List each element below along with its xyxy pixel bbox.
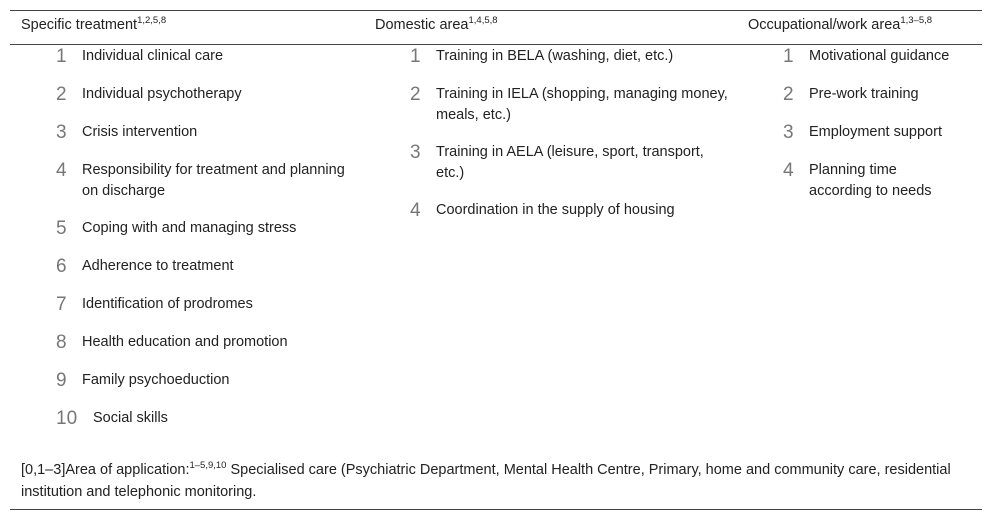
list-item xyxy=(56,160,346,202)
item-text: Training in AELA (leisure, sport, transport, etc.) xyxy=(436,144,704,181)
item-text: Crisis intervention xyxy=(82,124,198,140)
list-item xyxy=(410,200,730,222)
list-item xyxy=(783,46,963,68)
list-item xyxy=(56,370,346,392)
column-header-specific-treatment xyxy=(21,15,166,37)
item-number: 7 xyxy=(56,294,67,315)
list-item xyxy=(56,294,346,316)
item-number: 1 xyxy=(783,46,794,67)
header-refs: 1,4,5,8 xyxy=(468,15,498,26)
item-number: 3 xyxy=(56,122,67,143)
header-rule xyxy=(10,44,982,45)
item-number: 5 xyxy=(56,218,67,239)
item-number: 9 xyxy=(56,370,67,391)
item-text: Motivational guidance xyxy=(809,48,950,64)
item-number: 8 xyxy=(56,332,67,353)
item-text: Individual clinical care xyxy=(82,48,224,64)
item-number: 2 xyxy=(410,84,421,105)
column-header-domestic-area xyxy=(375,15,498,37)
item-text: Family psychoeduction xyxy=(82,372,230,388)
header-label: Domestic area xyxy=(375,17,469,33)
item-number: 1 xyxy=(410,46,421,67)
table-footnote xyxy=(21,460,961,503)
item-text: Planning time according to needs xyxy=(809,162,932,199)
item-number: 3 xyxy=(783,122,794,143)
item-number: 6 xyxy=(56,256,67,277)
item-number: 4 xyxy=(783,160,794,181)
item-number: 2 xyxy=(56,84,67,105)
item-number: 2 xyxy=(783,84,794,105)
item-text: Coping with and managing stress xyxy=(82,220,297,236)
item-number: 4 xyxy=(56,160,67,181)
list-item xyxy=(56,218,346,240)
item-text: Social skills xyxy=(93,410,168,426)
list-item xyxy=(56,332,346,354)
header-label: Specific treatment xyxy=(21,17,138,33)
item-number: 1 xyxy=(56,46,67,67)
item-text: Training in BELA (washing, diet, etc.) xyxy=(436,48,674,64)
domestic-area-list xyxy=(410,46,730,238)
list-item xyxy=(410,84,730,126)
item-text: Responsibility for treatment and planning on discharge xyxy=(82,162,345,199)
item-text: Identification of prodromes xyxy=(82,296,253,312)
item-text: Health education and promotion xyxy=(82,334,288,350)
item-text: Individual psychotherapy xyxy=(82,86,242,102)
item-text: Coordination in the supply of housing xyxy=(436,202,675,218)
list-item xyxy=(56,256,346,278)
item-number: 10 xyxy=(56,408,78,429)
list-item xyxy=(783,84,963,106)
item-number: 4 xyxy=(410,200,421,221)
list-item xyxy=(56,46,346,68)
list-item xyxy=(783,122,963,144)
list-item xyxy=(56,84,346,106)
footnote-refs: 1–5,9,10 xyxy=(189,460,227,471)
item-text: Training in IELA (shopping, managing money, meals, etc.) xyxy=(436,86,728,123)
list-item xyxy=(410,46,730,68)
table-top-rule xyxy=(10,10,982,11)
list-item xyxy=(783,160,963,202)
item-text: Adherence to treatment xyxy=(82,258,234,274)
footnote-text: Specialised care (Psychiatric Department, Mental Health Centre, Primary, home and community care, residential institution and telephonic monitoring. xyxy=(21,462,951,500)
specific-treatment-list xyxy=(56,46,346,446)
occupational-area-list xyxy=(783,46,963,218)
list-item xyxy=(410,142,730,184)
header-refs: 1,2,5,8 xyxy=(137,15,167,26)
header-refs: 1,3–5,8 xyxy=(900,15,933,26)
footnote-prefix: [0,1–3]Area of application: xyxy=(21,462,190,478)
item-text: Pre-work training xyxy=(809,86,919,102)
item-text: Employment support xyxy=(809,124,942,140)
list-item xyxy=(56,122,346,144)
column-header-occupational-area xyxy=(748,15,932,37)
header-label: Occupational/work area xyxy=(748,17,901,33)
table-bottom-rule xyxy=(10,509,982,510)
item-number: 3 xyxy=(410,142,421,163)
list-item xyxy=(56,408,346,430)
